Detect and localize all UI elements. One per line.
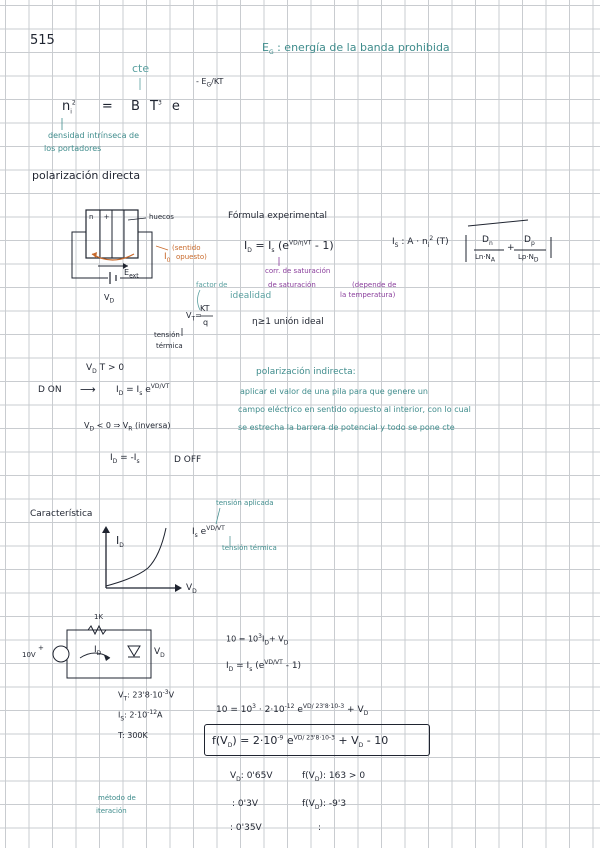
resistor-label: 1K [94,613,104,621]
opuesto-label: opuesto) [176,253,207,261]
id-formula: $I_D = I_s$ $(e^{VD/\eta VT} - 1)$ [244,239,334,255]
source-plus: + [38,644,44,652]
eta-note: η≥1 unión ideal [252,317,324,327]
iter3-f: : [318,823,322,833]
iter3-v: : 0'35V [230,823,262,833]
eext-label: $E_{ext}$ [124,268,139,280]
char-y-label: $I_D$ [116,534,124,550]
on-label: D ON [38,385,62,395]
q-den: q [203,318,209,327]
char-applied: tensión aplicada [216,499,274,507]
ni-note-line2: los portadores [44,144,102,153]
depends-line1: (depende de [352,281,397,289]
corr-line2: de saturación [268,281,316,289]
on-formula: $I_D = I_s$ $e^{VD/VT}$ [116,383,170,397]
pol-inversa-line3: se estrecha la barrera de potencial y todo se pone cte [238,423,455,432]
vt-value: $V_T$: $23'8\cdot 10^{-3}V$ [118,689,175,703]
p-region: n + [89,213,114,221]
is-frac1-num: $D_n$ [482,235,493,247]
ni-note-line1: densidad intrínseca de [48,131,140,140]
on-condition: $V_D$ T > 0 [86,363,125,375]
factor-line1: factor de [196,281,228,289]
char-x-label: $V_D$ [186,583,197,595]
source-label: 10V [22,651,36,659]
iter1-f: $f(V_D)$: 163 > 0 [302,771,366,783]
tension-line2: térmica [156,342,183,350]
circuit-loop [67,630,151,678]
is-frac1-den: $Ln\cdot N_A$ [475,253,495,264]
off-condition: $V_D < 0$ ⇒ $V_R$ (inversa) [84,421,171,433]
circuit-id: $I_D$ [94,645,102,657]
iter2-v: : 0'3V [232,799,258,809]
t-value: T: 300K [118,731,148,740]
pol-inversa-line1: aplicar el valor de una pila para que genere un [240,387,428,396]
is-plus: + [507,243,515,253]
iter1-v: $V_D$: 0'65V [230,771,273,783]
is-definition: $I_S$ : $A \cdot n_i^2$ (T) [392,235,449,249]
tension-line1: tensión [154,331,180,339]
pol-inversa-line2: campo eléctrico en sentido opuesto al interior, con lo cual [238,405,471,414]
temp-line: la temperatura) [340,291,396,299]
kt-num: KT [200,304,210,313]
pol-inversa-title: polarización indirecta: [256,367,356,377]
vd-label: $V_D$ [104,293,115,305]
metodo-line2: iteración [96,807,127,815]
huecos-label: huecos [149,213,174,221]
i0-label: $I_0$ [164,252,171,264]
char-thermal: tensión térmica [222,544,277,552]
iter2-f: $f(V_D)$: -9'3 [302,799,347,811]
page-number: 515 [30,33,55,48]
ni-exponent: - $E_G/KT$ [196,77,224,89]
off-formula: $I_D = -I_s$ [110,453,140,465]
boxed-formula: $f(V_D) = 2\cdot 10^{-9}$ $e^{VD/ 23'8\cdot 10-3} + V_D - 10$ [212,734,389,750]
ni-formula: $n_i^2 = B$ $T^3$ e [62,99,180,116]
on-arrow: ⟶ [80,383,96,396]
pol-directa-title: polarización directa [32,169,141,182]
metodo-line1: método de [98,794,136,802]
factor-line2: idealidad [230,291,272,301]
eg-definition: $E_G$ : energía de la banda prohibida [262,41,450,57]
corr-line1: corr. de saturación [265,267,331,275]
vt-symbol: $V_T=$ [186,311,202,323]
char-curve [106,528,166,586]
sentido-label: (sentido [172,244,201,252]
combined-eq: $10 = 10^3 \cdot 2\cdot 10^{-12}$ $e^{VD/ 23'8\cdot 10-3} + V_D$ [216,703,369,717]
char-title: Característica [30,509,93,519]
cte-note: cte [132,62,150,75]
is-frac2-num: $D_p$ [524,235,535,247]
off-label: D OFF [174,455,202,465]
formula-title: Fórmula experimental [228,211,327,221]
diode-eq: $I_D = I_s$ $(e^{VD/VT} - 1)$ [226,659,302,673]
is-value: $I_S$: $2\cdot 10^{-12}A$ [118,709,163,723]
kvl-eq: $10 = 10^3I_D+ V_D$ [226,633,289,647]
circuit-vd: $V_D$ [154,647,165,659]
is-frac2-den: $Lp\cdot N_D$ [518,253,539,264]
char-formula: $I_s$ $e^{VD/VT}$ [192,525,225,539]
